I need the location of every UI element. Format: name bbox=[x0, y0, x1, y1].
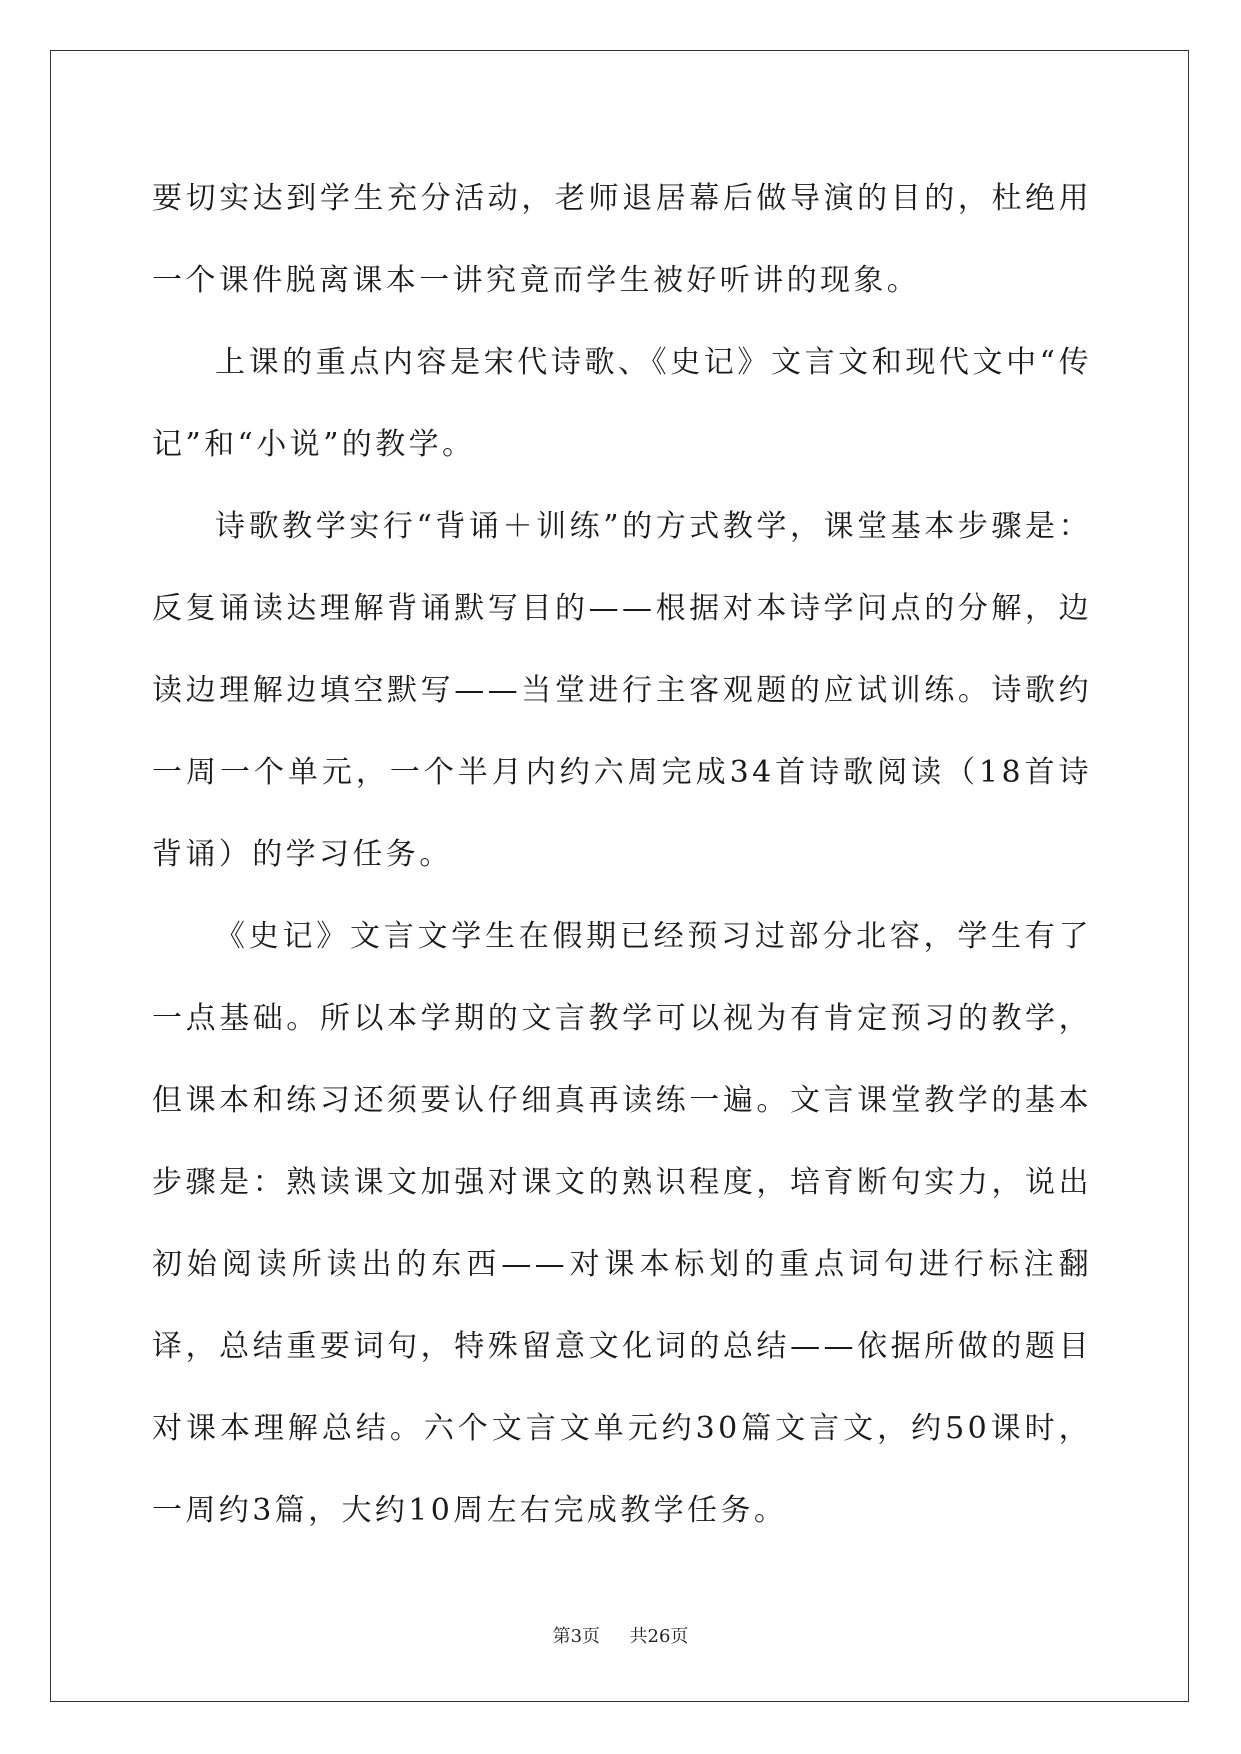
paragraph-poetry-teaching: 诗歌教学实行“背诵＋训练”的方式教学，课堂基本步骤是：反复诵读达理解背诵默写目的——根据对本诗学问点的分解，边读边理解边填空默写——当堂进行主客观题的应试训练。诗歌约一周一个单元，一个半月内约六周完成34首诗歌阅读（18首诗背诵）的学习任务。 bbox=[152, 509, 1092, 872]
paragraph-continuation: 要切实达到学生充分活动，老师退居幕后做导演的目的，杜绝用一个课件脱离课本一讲究竟而学生被好听讲的现象。 bbox=[152, 181, 1092, 298]
paragraph-lesson-focus: 上课的重点内容是宋代诗歌、《史记》文言文和现代文中“传记”和“小说”的教学。 bbox=[152, 345, 1092, 462]
page-total: 共26页 bbox=[629, 1626, 689, 1647]
page-footer bbox=[0, 1622, 1241, 1648]
paragraph-classical-chinese: 《史记》文言文学生在假期已经预习过部分北容，学生有了一点基础。所以本学期的文言教学可以视为有肯定预习的教学，但课本和练习还须要认仔细真再读练一遍。文言课堂教学的基本步骤是：熟读课文加强对课文的熟识程度，培育断句实力，说出初始阅读所读出的东西——对课本标划的重点词句进行标注翻译，总结重要词句，特殊留意文化词的总结——依据所做的题目对课本理解总结。六个文言文单元约30篇文言文，约50课时，一周约3篇，大约10周左右完成教学任务。 bbox=[152, 919, 1092, 1528]
page-number: 第3页 bbox=[552, 1626, 601, 1647]
document-body bbox=[152, 158, 1092, 1552]
